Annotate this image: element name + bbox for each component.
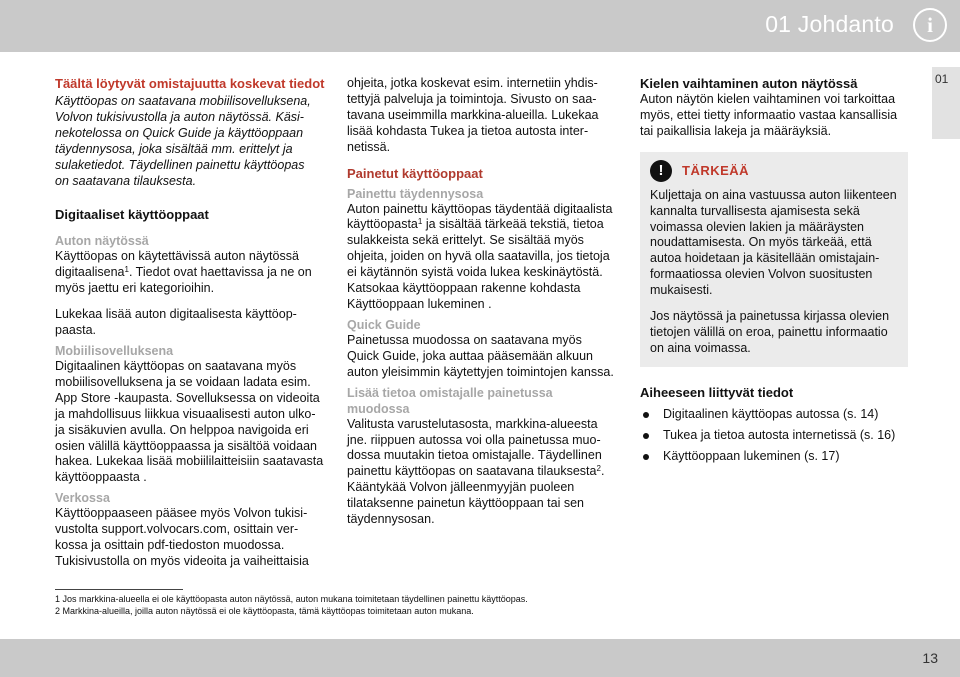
related-list: [640, 407, 908, 465]
heading-related-info: Aiheeseen liittyvät tiedot: [640, 384, 794, 400]
column-2: [347, 76, 617, 528]
subheading-printed-owner-info: Lisää tietoa omistajalle painetussa muodossa: [347, 385, 553, 416]
column-1: [55, 76, 325, 570]
related-item[interactable]: Käyttöoppaan lukeminen (s. 17): [640, 449, 908, 465]
page-number: 13: [922, 650, 938, 666]
footnote-1: 1 Jos markkina-alueella ei ole käyttöopasta auton näytössä, auton mukana toimitetaan täydellinen painettu käyttöopas.: [55, 594, 528, 604]
intro-text: Käyttöopas on saatavana mobiilisovelluksena, Volvon tukisivustolla ja auton näytössä. Käsi- nekotelossa on Quick Guide ja käyttöoppaan täydennysosa, joka sisältää mm. erittelyt ja sulaketiedot. Täydellinen painettu käyttöopas on saatavana tilauksesta.: [55, 94, 311, 188]
printed-supplement-text: Auton painettu käyttöopas täydentää digitaalista käyttöopasta$^1$ ja sisältää tärkeää tekstiä, tietoa sulakkeista sekä erittelyt. Se sisältää myös ohjeita, joiden on hyvä olla saatavilla, jos tietoja ei käytännön syistä voida lukea keskinäytöstä. Katsokaa käyttöoppaan rakenne kohdasta Käyttöoppaan lukeminen .: [347, 201, 613, 311]
info-icon: i: [913, 8, 947, 42]
footnotes: [55, 594, 915, 617]
subheading-mobile-app: Mobiilisovelluksena: [55, 343, 174, 358]
important-notice: [640, 152, 908, 367]
printed-owner-info-text: Valitusta varustelutasosta, markkina-alueesta jne. riippuen autossa voi olla painetussa muodossa muutakin tietoa omistajalle. Täydellinen painettu käyttöopas on saatavana tilauksesta$^2$. Kääntykää Volvon jälleenmyyjän puoleen tilataksenne painetun käyttöoppaan tai sen täydennysosan.: [347, 416, 605, 527]
heading-digital-manuals: Digitaaliset käyttöoppaat: [55, 207, 209, 223]
car-display-more: Lukekaa lisää auton digitaalisesta käyttöoppaasta.: [55, 307, 297, 338]
footnote-divider: [55, 589, 183, 590]
bullet-icon: [643, 454, 649, 460]
important-title: TÄRKEÄÄ: [682, 162, 750, 178]
related-item[interactable]: Tukea ja tietoa autosta internetissä (s. 16): [640, 428, 908, 444]
change-language-text: Auton näytön kielen vaihtaminen voi tarkoittaa myös, ettei tietty informaatio vastaa kansallisia tai paikallisia lakeja ja määräyksiä.: [640, 92, 898, 138]
bullet-icon: [643, 433, 649, 439]
car-display-text: Käyttöopas on käytettävissä auton näytössä digitaalisena$^1$. Tiedot ovat haettavissa ja ne on myös jaettu eri kategorioihin.: [55, 249, 312, 296]
chapter-tab-label: 01: [935, 72, 949, 86]
column-3: [640, 76, 908, 470]
subheading-online: Verkossa: [55, 491, 110, 506]
bullet-icon: [643, 412, 649, 418]
warning-icon: !: [650, 160, 672, 182]
online-text: Käyttöoppaaseen pääsee myös Volvon tukisivustolta support.volvocars.com, osittain verkossa ja osittain pdf-tiedoston muodossa. Tukisivustolla on myös videoita ja vaiheittaisia: [55, 506, 309, 568]
important-text-2: Jos näytössä ja painetussa kirjassa olevien tietojen välillä on eroa, painettu informaatio on aina voimassa.: [650, 309, 890, 355]
mobile-app-text: Digitaalinen käyttöopas on saatavana myös mobiilisovelluksena ja se voidaan ladata esim. App Store -kaupasta. Sovelluksessa on videoita ja mahdollisuus liikkua visuaalisesti auton ulko- ja sisäkuvien avulla. On helppoa navigoida eri osien välillä käyttöoppaassa ja sisältöä voidaan hakea. Lukekaa lisää mobiililaitteisiin saatavasta käyttöoppaasta .: [55, 358, 324, 485]
online-text-continued: ohjeita, jotka koskevat esim. internetiin yhdistettyjä palveluja ja toimintoja. Sivusto on saatavana useimmilla markkina-alueilla. Lukekaa lisää kohdasta Tukea ja tietoa autosta internetissä.: [347, 76, 599, 154]
footnote-2: 2 Markkina-alueilla, joilla auton näytössä ei ole käyttöopasta, tämä käyttöopas toimitetaan auton mukana.: [55, 605, 474, 616]
page-header: [0, 0, 960, 52]
subheading-car-display: Auton näytössä: [55, 234, 149, 249]
section-title: Täältä löytyvät omistajuutta koskevat tiedot: [55, 76, 325, 91]
subheading-printed-supplement: Painettu täydennysosa: [347, 186, 484, 201]
subheading-quick-guide: Quick Guide: [347, 317, 421, 332]
quick-guide-text: Painetussa muodossa on saatavana myös Quick Guide, joka auttaa pääsemään alkuun auton yleisimmin käytettyjen toimintojen kanssa.: [347, 332, 614, 379]
heading-change-language: Kielen vaihtaminen auton näytössä: [640, 76, 858, 91]
related-item[interactable]: Digitaalinen käyttöopas autossa (s. 14): [640, 407, 908, 423]
heading-printed-manuals: Painetut käyttöoppaat: [347, 165, 483, 181]
chapter-title: 01 Johdanto: [765, 11, 894, 37]
page-footer: [0, 639, 960, 677]
chapter-tab: [932, 67, 960, 139]
important-text-1: Kuljettaja on aina vastuussa auton liikenteen kannalta turvallisesta ajamisesta sekä voimassa olevien lakien ja määräysten noudattamisesta. On myös tärkeää, että autoa hoidetaan ja käsitellään omistajainformaatiossa olevien Volvon suositusten mukaisesti.: [650, 187, 897, 298]
